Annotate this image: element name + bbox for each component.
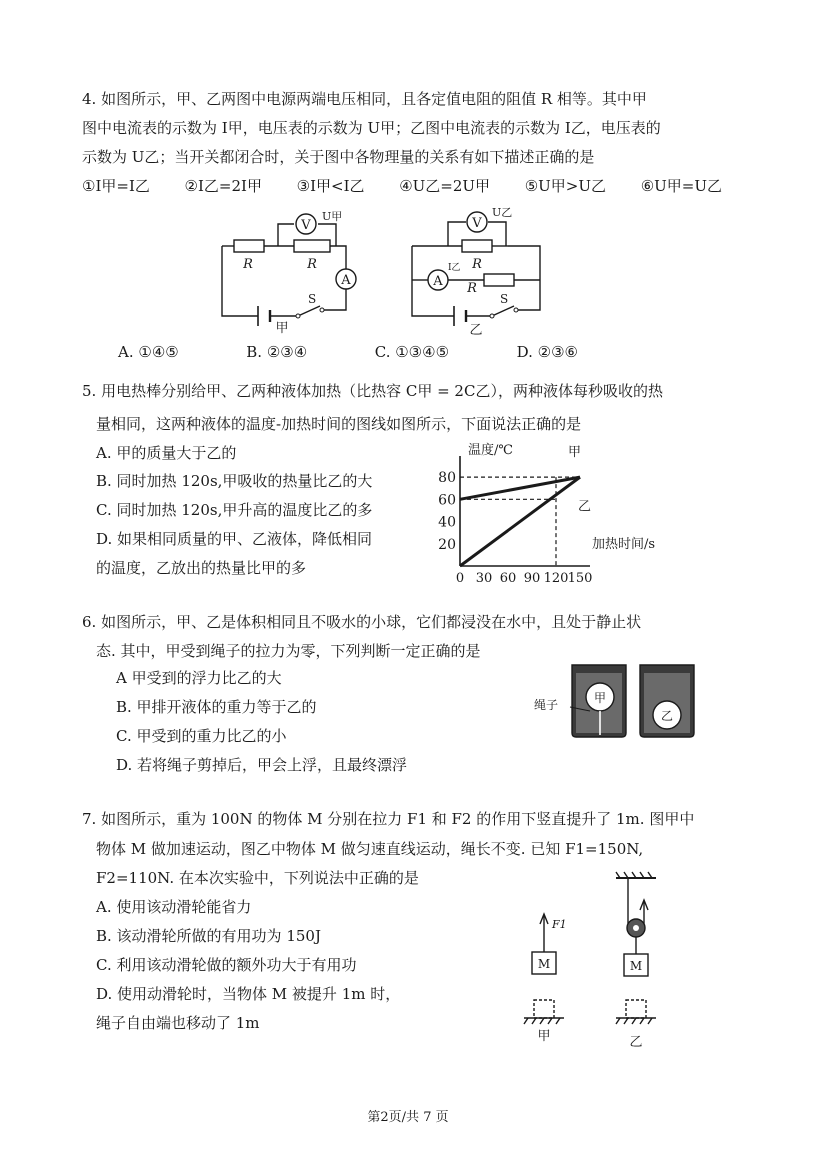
q4-option-d: D. ②③⑥ xyxy=(516,343,578,361)
q4-stem-line1: 4. 如图所示，甲、乙两图中电源两端电压相同，且各定值电阻的阻值 R 相等。其中甲 xyxy=(82,90,647,108)
force-label: F1 xyxy=(552,918,567,931)
caption-jia: 甲 xyxy=(537,1029,551,1044)
q6-stem-line1: 6. 如图所示，甲、乙是体积相同且不吸水的小球，它们都浸没在水中，且处于静止状 xyxy=(82,613,642,631)
y-tick-label: 60 xyxy=(438,492,456,509)
block-start-right xyxy=(626,1000,646,1018)
resistor-r1 xyxy=(234,240,264,252)
switch-label: S xyxy=(500,292,509,306)
q7-option-a: A. 使用该动滑轮能省力 xyxy=(96,898,252,916)
q7-stem-line1: 7. 如图所示，重为 100N 的物体 M 分别在拉力 F1 和 F2 的作用下竖直提升了 1m. 图甲中 xyxy=(82,810,695,828)
circuit-diagram-right xyxy=(408,200,558,340)
q4-options xyxy=(118,341,578,363)
chart-axes xyxy=(460,456,590,566)
q4-statement-3: ③I甲<I乙 xyxy=(296,177,365,195)
q4-statement-4: ④U乙=2U甲 xyxy=(399,177,491,195)
q6-stem-line2: 态. 其中，甲受到绳子的拉力为零，下列判断一定正确的是 xyxy=(96,642,481,660)
ammeter-label: A xyxy=(433,274,443,289)
series-label-jia: 甲 xyxy=(568,445,582,460)
q7-option-d-cont: 绳子自由端也移动了 1m xyxy=(96,1014,260,1032)
r2-label: R xyxy=(467,281,477,296)
current-label: I乙 xyxy=(448,263,461,273)
q4-option-a: A. ①④⑤ xyxy=(118,343,179,361)
r2-label: R xyxy=(307,257,317,272)
ammeter-label: A xyxy=(341,273,351,288)
ball-yi-label: 乙 xyxy=(660,709,674,723)
chart-series xyxy=(460,477,580,566)
figure-caption-left: 甲 xyxy=(275,321,289,336)
q4-stem-line3: 示数为 U乙；当开关都闭合时，关于图中各物理量的关系有如下描述正确的是 xyxy=(82,148,595,166)
r1-label: R xyxy=(243,257,253,272)
q4-statements xyxy=(82,175,722,197)
q7-option-c: C. 利用该动滑轮做的额外功大于有用功 xyxy=(96,956,357,974)
x-tick-label: 90 xyxy=(523,571,541,586)
pulley-diagram xyxy=(520,872,680,1062)
voltage-label: U甲 xyxy=(322,210,343,223)
caption-yi: 乙 xyxy=(629,1035,643,1050)
q4-option-c: C. ①③④⑤ xyxy=(374,343,450,361)
q4-stem-line2: 图中电流表的示数为 I甲，电压表的示数为 U甲；乙图中电流表的示数为 I乙，电压表的 xyxy=(82,119,661,137)
chart-labels xyxy=(438,442,655,586)
page-footer: 第2页/共 7 页 xyxy=(367,1110,449,1125)
x-tick-label: 120 xyxy=(543,571,569,586)
q5-option-d: D. 如果相同质量的甲、乙液体，降低相同 xyxy=(96,530,373,548)
y-tick-label: 80 xyxy=(438,470,456,487)
q7-stem-line2: 物体 M 做加速运动，图乙中物体 M 做匀速直线运动，绳长不变. 已知 F1=150N, xyxy=(96,840,644,858)
r1-label: R xyxy=(472,257,482,272)
voltmeter-label: V xyxy=(301,218,311,233)
q5-stem-line2: 量相同，这两种液体的温度-加热时间的图线如图所示，下面说法正确的是 xyxy=(96,415,582,433)
voltage-label: U乙 xyxy=(492,206,513,219)
figure-caption-right: 乙 xyxy=(469,323,483,338)
q5-stem-line1: 5. 用电热棒分别给甲、乙两种液体加热（比热容 C甲 = 2C乙），两种液体每秒吸收的热 xyxy=(82,382,663,400)
temperature-time-chart xyxy=(430,443,690,596)
rope-label: 绳子 xyxy=(533,698,558,712)
block-left-label: M xyxy=(537,957,551,971)
q6-option-b: B. 甲排开液体的重力等于乙的 xyxy=(116,698,317,716)
y-axis-label: 温度/℃ xyxy=(468,443,513,458)
q4-option-b: B. ②③④ xyxy=(246,343,308,361)
q5-option-a: A. 甲的质量大于乙的 xyxy=(96,444,237,462)
q4-statement-6: ⑥U甲=U乙 xyxy=(640,177,722,195)
series-line-2 xyxy=(460,477,580,566)
series-line-1 xyxy=(460,477,580,499)
x-tick-label: 30 xyxy=(475,571,493,586)
q5-option-d-cont: 的温度，乙放出的热量比甲的多 xyxy=(96,559,307,577)
block-right-label: M xyxy=(629,959,643,973)
q6-option-a: A 甲受到的浮力比乙的大 xyxy=(116,669,282,687)
q5-option-c: C. 同时加热 120s,甲升高的温度比乙的多 xyxy=(96,501,373,519)
beakers-diagram xyxy=(533,661,710,741)
resistor-r1 xyxy=(462,240,492,252)
q6-option-c: C. 甲受到的重力比乙的小 xyxy=(116,727,287,745)
voltmeter-label: V xyxy=(472,216,482,231)
q7-option-b: B. 该动滑轮所做的有用功为 150J xyxy=(96,927,321,945)
ball-jia-label: 甲 xyxy=(593,691,607,705)
resistor-r2 xyxy=(294,240,330,252)
resistor-r2 xyxy=(484,274,514,286)
q6-option-d: D. 若将绳子剪掉后，甲会上浮，且最终漂浮 xyxy=(116,756,408,774)
q4-statement-5: ⑤U甲>U乙 xyxy=(524,177,607,195)
series-label-yi: 乙 xyxy=(578,499,592,515)
x-tick-label: 0 xyxy=(455,571,465,586)
x-axis-label: 加热时间/s xyxy=(592,537,656,552)
block-start-left xyxy=(534,1000,554,1018)
y-tick-label: 20 xyxy=(438,536,456,553)
q7-option-d: D. 使用动滑轮时，当物体 M 被提升 1m 时， xyxy=(96,985,401,1003)
y-tick-label: 40 xyxy=(438,514,456,531)
circuit-diagram-left xyxy=(218,206,368,336)
q5-option-b: B. 同时加热 120s,甲吸收的热量比乙的大 xyxy=(96,472,373,490)
x-tick-label: 150 xyxy=(567,571,593,586)
q7-stem-line3: F2=110N. 在本次实验中，下列说法中正确的是 xyxy=(96,869,419,887)
x-tick-label: 60 xyxy=(499,571,517,586)
q4-statement-2: ②I乙=2I甲 xyxy=(184,177,262,195)
q4-statement-1: ①I甲=I乙 xyxy=(82,177,150,195)
switch-label: S xyxy=(308,292,317,306)
